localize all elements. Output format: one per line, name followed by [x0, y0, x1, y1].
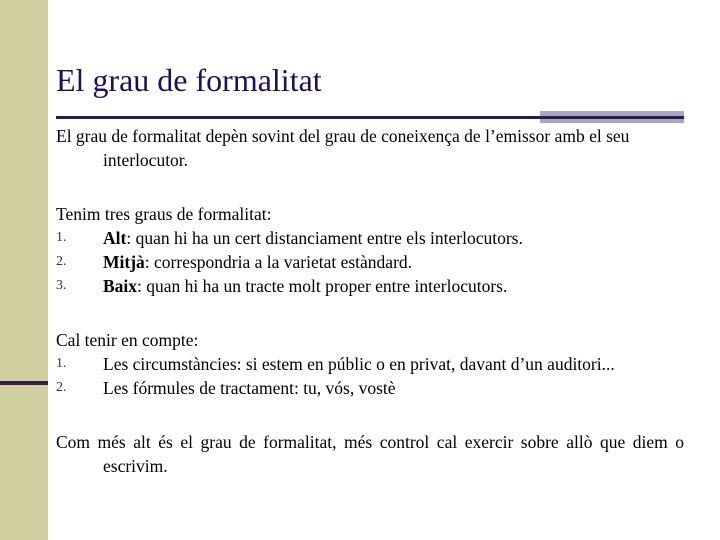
intro-paragraph: El grau de formalitat depèn sovint del grau de coneixença de l’emissor amb el seu interlocutor. [56, 126, 630, 170]
level-description: : quan hi ha un tracte molt proper entre interlocutors. [137, 276, 508, 296]
consideration-text: Les circumstàncies: si estem en públic o en privat, davant d’un auditori... [103, 354, 615, 374]
list-number: 3. [56, 278, 67, 293]
slide-content [56, 124, 684, 478]
list-item [56, 274, 684, 298]
level-description: : quan hi ha un cert distanciament entre els interlocutors. [126, 228, 523, 248]
level-term: Mitjà [103, 252, 145, 272]
list-number: 1. [56, 356, 67, 371]
levels-heading: Tenim tres graus de formalitat: [56, 204, 272, 224]
level-term: Baix [103, 276, 138, 296]
list-item [56, 226, 684, 250]
side-band [0, 0, 48, 540]
list-item [56, 250, 684, 274]
conclusion-paragraph: Com més alt és el grau de formalitat, més control cal exercir sobre allò que diem o escrivim. [56, 432, 684, 476]
considerations-section [56, 328, 684, 400]
list-item [56, 352, 684, 376]
side-band-marker [0, 381, 48, 385]
title-rule [56, 116, 684, 119]
level-description: : correspondria a la varietat estàndard. [144, 252, 413, 272]
list-number: 2. [56, 380, 67, 395]
slide-title: El grau de formalitat [56, 62, 322, 98]
list-item [56, 376, 684, 400]
list-number: 1. [56, 230, 67, 245]
list-number: 2. [56, 254, 67, 269]
considerations-heading: Cal tenir en compte: [56, 330, 199, 350]
consideration-text: Les fórmules de tractament: tu, vós, vostè [103, 378, 396, 398]
levels-section [56, 202, 684, 298]
level-term: Alt [103, 228, 127, 248]
